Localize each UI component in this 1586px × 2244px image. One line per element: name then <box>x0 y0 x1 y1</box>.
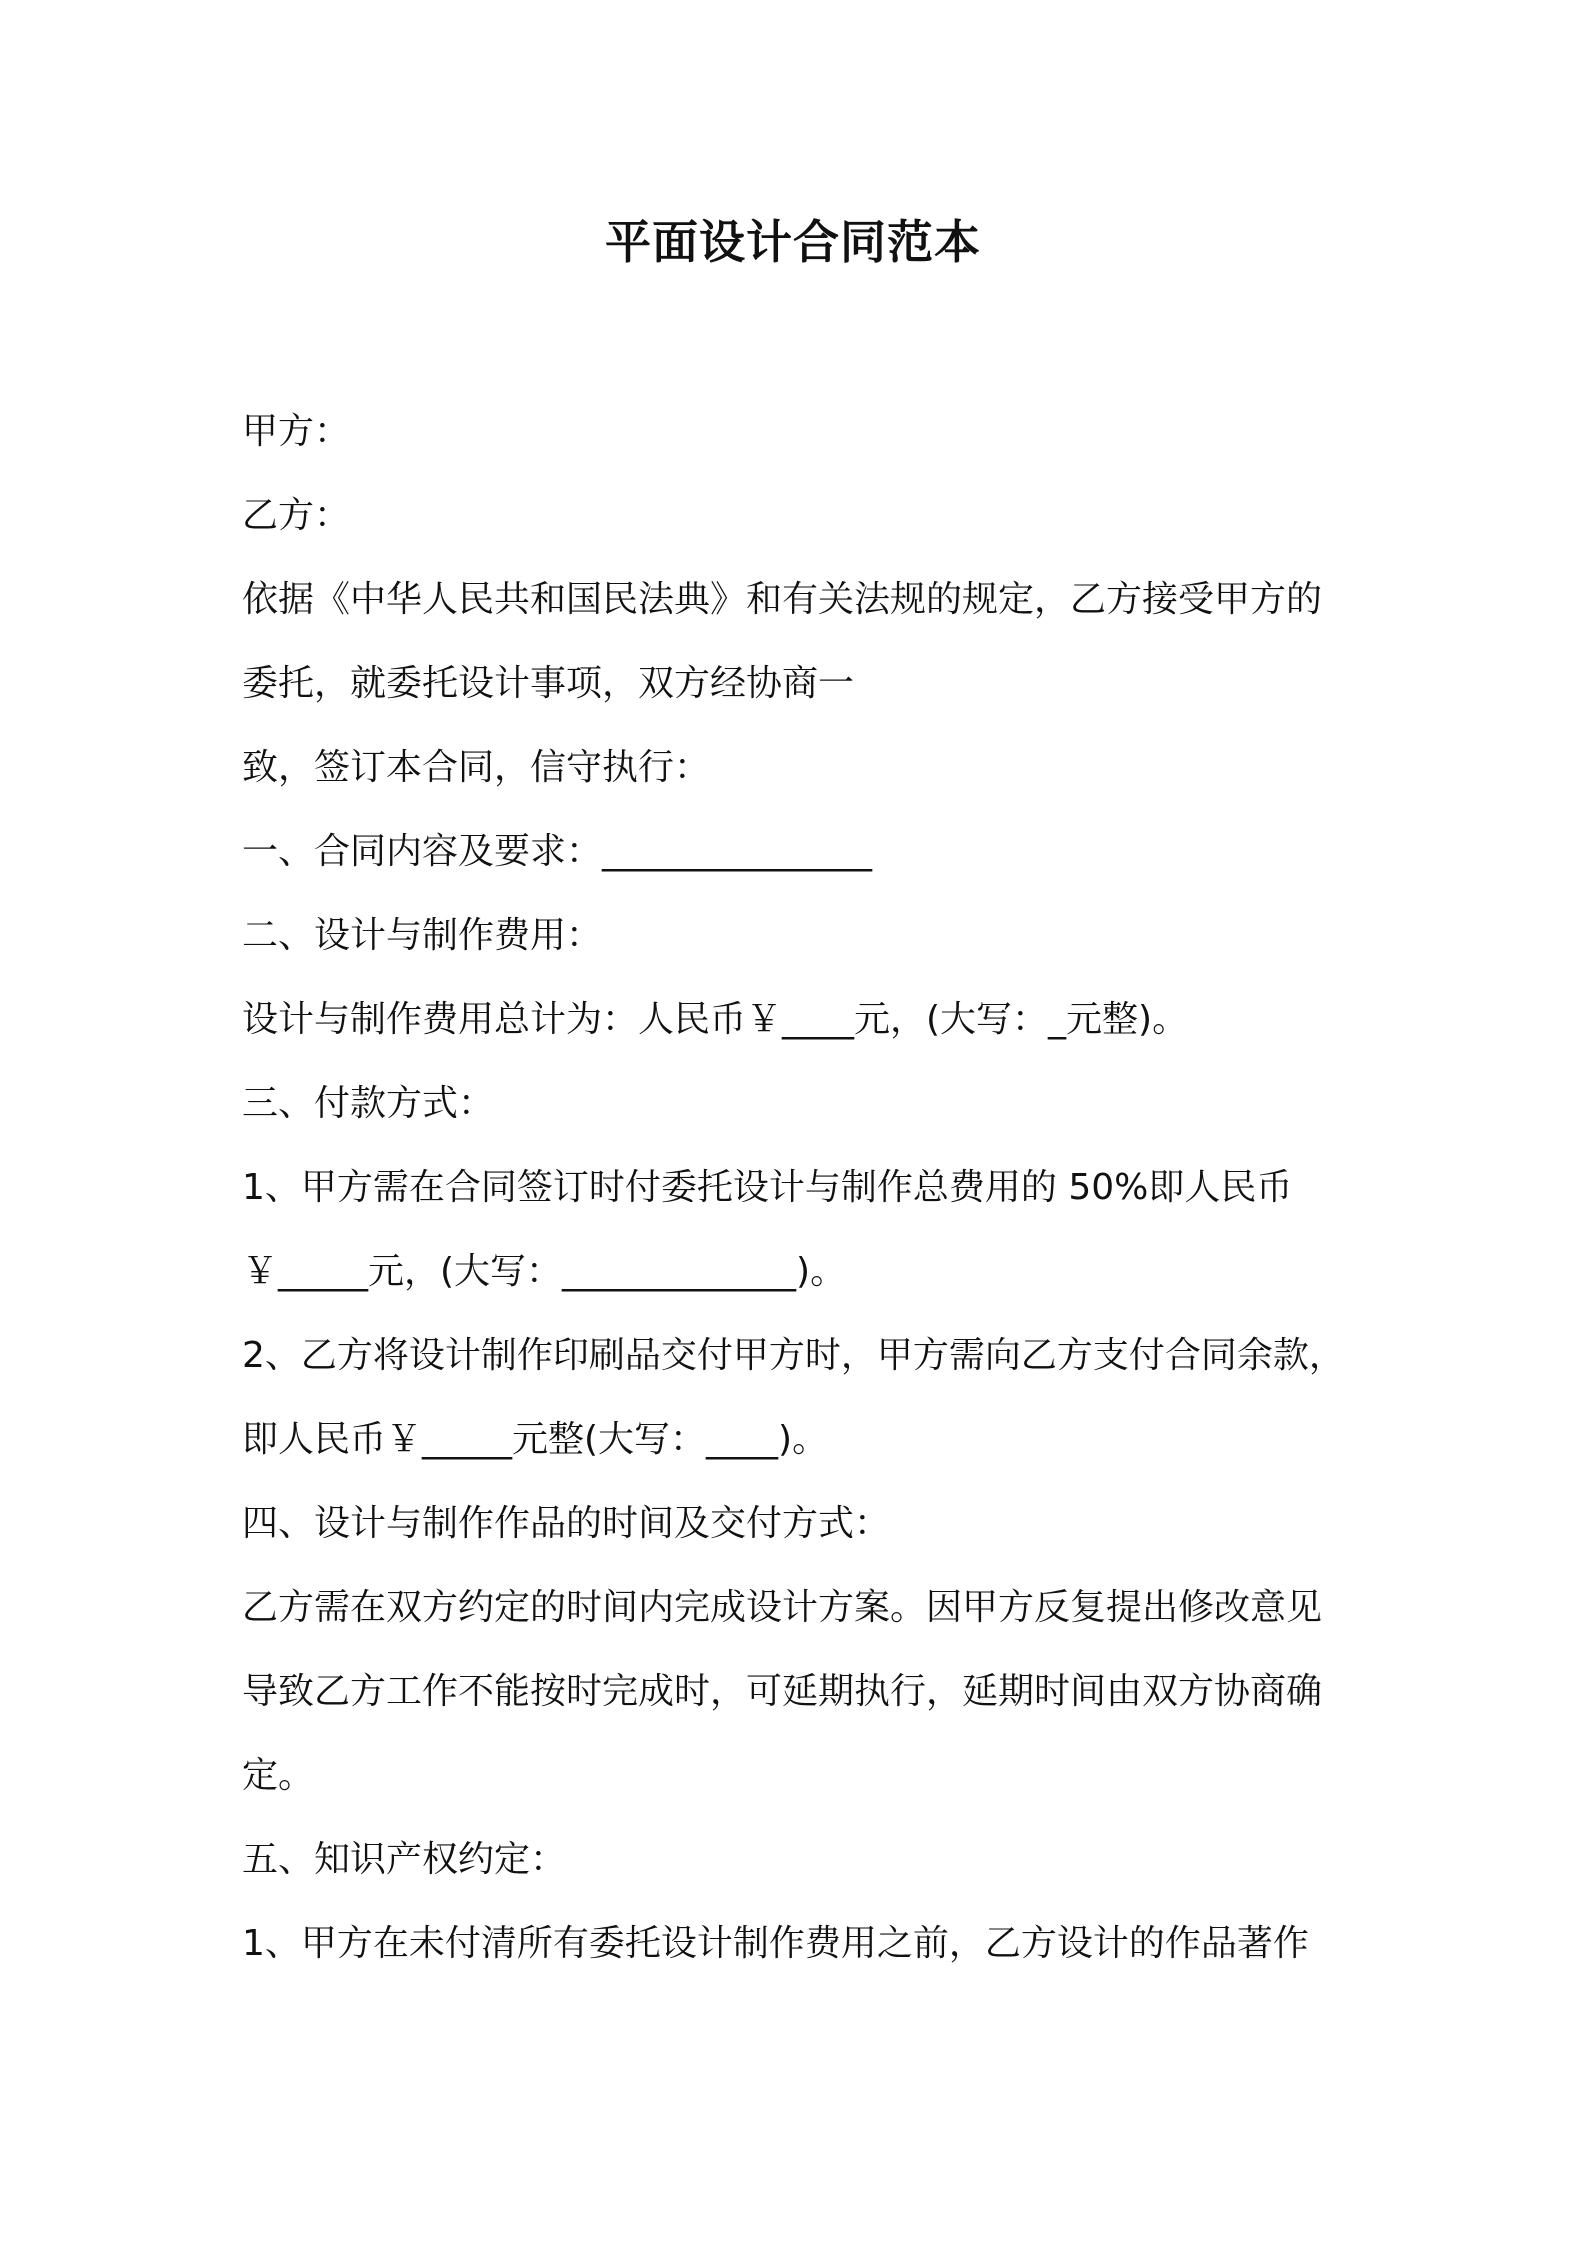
preamble-line-3: 致，签订本合同，信守执行： <box>242 747 711 788</box>
delivery-clause-line-2: 导致乙方工作不能按时完成时，可延期执行，延期时间由双方协商确 <box>242 1671 1323 1712</box>
ip-clause-1-line-1: 1、甲方在未付清所有委托设计制作费用之前，乙方设计的作品著作 <box>242 1923 1309 1964</box>
payment-clause-2-line-1: 2、乙方将设计制作印刷品交付甲方时，甲方需向乙方支付合同余款， <box>242 1335 1345 1376</box>
document-title: 平面设计合同范本 <box>605 215 981 269</box>
party-b-line: 乙方： <box>242 495 351 536</box>
section-4-heading: 四、设计与制作作品的时间及交付方式： <box>242 1503 891 1544</box>
delivery-clause-line-1: 乙方需在双方约定的时间内完成设计方案。因甲方反复提出修改意见 <box>242 1587 1323 1628</box>
party-a-line: 甲方： <box>242 411 351 452</box>
section-3-heading: 三、付款方式： <box>242 1083 495 1124</box>
payment-clause-1-line-2: ￥_____元，(大写：_____________)。 <box>242 1251 847 1292</box>
payment-clause-2-line-2: 即人民币￥_____元整(大写：____)。 <box>242 1419 829 1460</box>
delivery-clause-line-3: 定。 <box>242 1755 315 1796</box>
section-2-heading: 二、设计与制作费用： <box>242 915 603 956</box>
fee-total-line: 设计与制作费用总计为：人民币￥____元，(大写：_元整)。 <box>242 999 1189 1040</box>
payment-clause-1-line-1: 1、甲方需在合同签订时付委托设计与制作总费用的 50%即人民币 <box>242 1167 1293 1208</box>
section-5-heading: 五、知识产权约定： <box>242 1839 567 1880</box>
preamble-line-1: 依据《中华人民共和国民法典》和有关法规的规定，乙方接受甲方的 <box>242 579 1323 620</box>
preamble-line-2: 委托，就委托设计事项，双方经协商一 <box>242 663 855 704</box>
section-1-heading: 一、合同内容及要求：_______________ <box>242 831 873 872</box>
